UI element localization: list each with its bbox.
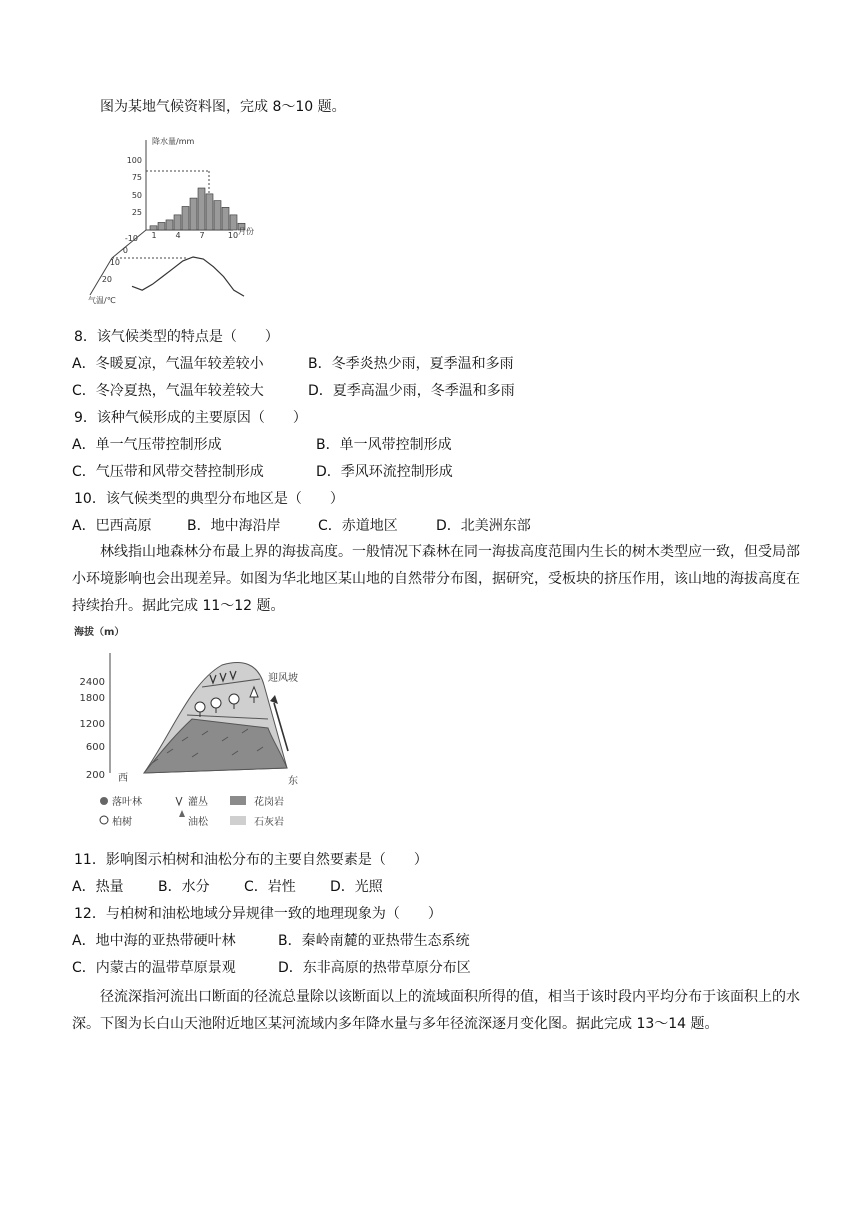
precip-tick-labels	[127, 156, 142, 217]
temp-tick: 10	[109, 258, 120, 267]
pine-icon	[179, 810, 185, 817]
windward-arrow-head	[270, 695, 278, 704]
q9-option-b[interactable]: B．单一风带控制形成	[316, 437, 452, 453]
q10-option-c[interactable]: C．赤道地区	[318, 518, 398, 534]
precip-tick: 75	[131, 173, 142, 182]
q8-option-c[interactable]: C．冬冷夏热，气温年较差较大	[72, 383, 264, 399]
q8-stem: 8．该气候类型的特点是（ ）	[74, 329, 279, 345]
precip-bars	[150, 188, 245, 230]
q10-option-a[interactable]: A．巴西高原	[72, 518, 152, 534]
granite-swatch	[230, 796, 246, 805]
limestone-swatch	[230, 816, 246, 825]
precip-bar	[182, 206, 189, 230]
q11-option-a[interactable]: A．热量	[72, 879, 124, 895]
q11-option-b[interactable]: B．水分	[158, 879, 210, 895]
q10-option-d[interactable]: D．北美洲东部	[436, 518, 531, 534]
q11-option-c[interactable]: C．岩性	[244, 879, 296, 895]
precip-bar	[174, 215, 181, 230]
east-label: 东	[288, 776, 298, 787]
legend-label: 石灰岩	[254, 817, 284, 828]
intro-text-2: 林线指山地森林分布最上界的海拔高度。一般情况下森林在同一海拔高度范围内生长的树木类型应一致，但受局部小环境影响也会出现差异。如图为华北地区某山地的自然带分布图，据研究，受板块的挤压作用，该山地的海拔高度在持续抬升。据此完成 11～12 题。	[72, 544, 800, 614]
precip-bar	[214, 201, 221, 230]
month-tick: 4	[175, 231, 181, 240]
q9-option-a[interactable]: A．单一气压带控制形成	[72, 437, 222, 453]
q9-option-d[interactable]: D．季风环流控制形成	[316, 464, 453, 480]
precip-bar	[166, 220, 173, 230]
q8-option-b[interactable]: B．冬季炎热少雨，夏季温和多雨	[308, 356, 514, 372]
precip-bar	[150, 226, 157, 230]
month-tick: 10	[227, 231, 239, 240]
precip-tick: 100	[126, 156, 142, 165]
q12-stem: 12．与柏树和油松地域分异规律一致的地理现象为（ ）	[74, 906, 442, 922]
month-axis-label: 月份	[238, 227, 254, 236]
temperature-curve	[132, 257, 244, 296]
legend-label: 落叶林	[112, 797, 142, 808]
precip-tick: 50	[131, 191, 142, 200]
temp-tick: 20	[101, 275, 112, 284]
q12-option-c[interactable]: C．内蒙古的温带草原景观	[72, 960, 236, 976]
q10-option-b[interactable]: B．地中海沿岸	[187, 518, 281, 534]
altitude-tick: 2400	[79, 677, 105, 688]
precip-bar	[222, 207, 229, 230]
precip-axis-label: 降水量/mm	[152, 137, 195, 146]
legend	[100, 795, 284, 828]
q11-option-d[interactable]: D．光照	[330, 879, 383, 895]
precip-tick: 25	[131, 208, 142, 217]
altitude-tick: 200	[85, 770, 105, 781]
q12-option-a[interactable]: A．地中海的亚热带硬叶林	[72, 933, 236, 949]
altitude-tick: 1800	[79, 693, 105, 704]
intro-text-1: 图为某地气候资料图，完成 8～10 题。	[100, 99, 346, 115]
altitude-tick: 1200	[79, 719, 105, 730]
month-tick-labels	[151, 231, 238, 240]
windward-label: 迎风坡	[268, 673, 298, 684]
q8-option-d[interactable]: D．夏季高温少雨，冬季温和多雨	[308, 383, 515, 399]
precip-bar	[190, 198, 197, 230]
temp-tick-labels	[102, 234, 138, 284]
intro-text-3: 径流深指河流出口断面的径流总量除以该断面以上的流域面积所得的值，相当于该时段内平均分布于该面积上的水深。下图为长白山天池附近地区某河流域内多年降水量与多年径流深逐月变化图。据此完成 13～14 题。	[72, 989, 800, 1032]
precip-bar	[158, 222, 165, 230]
q8-option-a[interactable]: A．冬暖夏凉，气温年较差较小	[72, 356, 264, 372]
cypress-icon	[100, 816, 108, 824]
precip-bar	[206, 194, 213, 230]
temp-axis-label: 气温/℃	[88, 296, 116, 305]
altitude-tick: 600	[85, 742, 105, 753]
q12-option-d[interactable]: D．东非高原的热带草原分布区	[278, 960, 471, 976]
precip-bar	[198, 188, 205, 230]
altitude-axis-label: 海拔（m）	[74, 627, 125, 638]
q10-stem: 10．该气候类型的典型分布地区是（ ）	[74, 491, 344, 507]
west-label: 西	[118, 773, 128, 784]
legend-label: 柏树	[112, 817, 132, 828]
legend-label: 花岗岩	[254, 797, 284, 808]
temp-tick: -10	[124, 234, 138, 243]
shrub-icon	[176, 797, 182, 805]
mountain-zone-diagram	[72, 623, 332, 838]
q12-option-b[interactable]: B．秦岭南麓的亚热带生态系统	[278, 933, 470, 949]
temp-tick: 0	[122, 246, 128, 255]
climate-chart	[88, 130, 268, 305]
altitude-tick-labels	[80, 677, 105, 781]
month-tick: 1	[151, 231, 157, 240]
legend-label: 灌丛	[188, 797, 208, 808]
month-tick: 7	[199, 231, 205, 240]
precip-bar	[230, 215, 237, 230]
legend-label: 油松	[188, 817, 208, 828]
deciduous-forest-icon	[100, 797, 108, 805]
q9-stem: 9．该种气候形成的主要原因（ ）	[74, 410, 307, 426]
q11-stem: 11．影响图示柏树和油松分布的主要自然要素是（ ）	[74, 852, 428, 868]
q9-option-c[interactable]: C．气压带和风带交替控制形成	[72, 464, 264, 480]
